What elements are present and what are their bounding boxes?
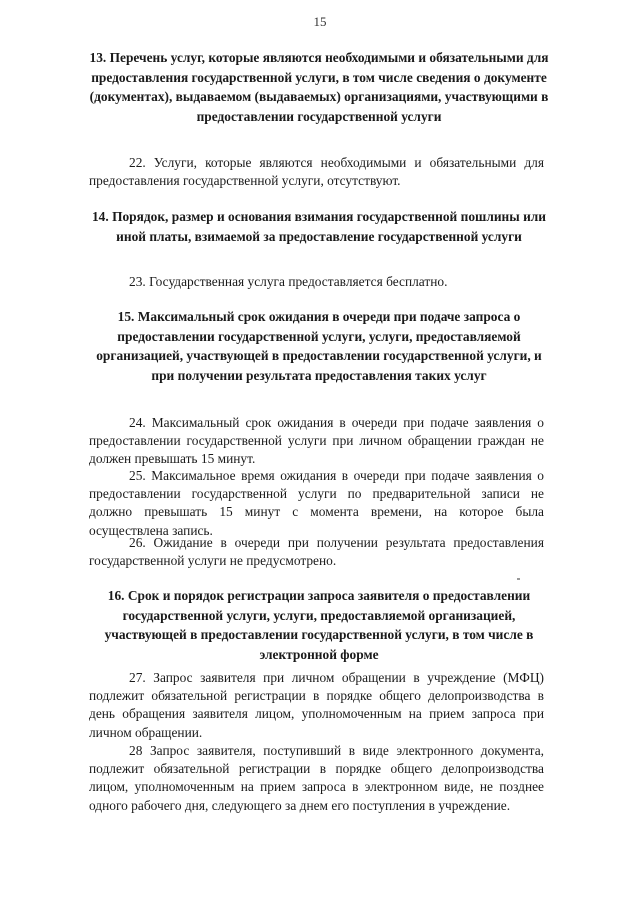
section-13-heading: 13. Перечень услуг, которые являются необходимыми и обязательными для предоставления государственной услуги, в том числе сведения о документе (документах), выдаваемом (выдаваемых) организациями, участвующими в предоставлении государственной услуги bbox=[89, 50, 549, 124]
section-16-heading: 16. Срок и порядок регистрации запроса заявителя о предоставлении государственной услуги, услуги, предоставляемой организацией, участвующей в предоставлении государственной услуги, в том числе в электронной форме bbox=[104, 588, 534, 662]
paragraph-25: 25. Максимальное время ожидания в очереди при подаче заявления о предоставлении государственной услуги по предварительной записи не должно превышать 15 минут с момента времени, на которое была осуществлена запись. bbox=[89, 468, 544, 538]
paragraph-26: 26. Ожидание в очереди при получении результата предоставления государственной услуги не предусмотрено. bbox=[89, 535, 544, 569]
paragraph-22: 22. Услуги, которые являются необходимыми и обязательными для предоставления государственной услуги, отсутствуют. bbox=[89, 155, 544, 189]
section-15-heading: 15. Максимальный срок ожидания в очереди при подаче запроса о предоставлении государственной услуги, услуги, предоставляемой организацией, участвующей в предоставлении государственной услуги, и при получении результата предоставления таких услуг bbox=[96, 309, 542, 383]
paragraph-28: 28 Запрос заявителя, поступивший в виде электронного документа, подлежит обязательной регистрации в порядке общего делопроизводства лицом, уполномоченным на прием запроса в электронном виде, не позднее одного рабочего дня, следующего за днем его поступления в учреждение. bbox=[89, 743, 544, 813]
paragraph-24: 24. Максимальный срок ожидания в очереди при подаче заявления о предоставлении государственной услуги при личном обращении граждан не должен превышать 15 минут. bbox=[89, 415, 544, 467]
paragraph-23: 23. Государственная услуга предоставляется бесплатно. bbox=[129, 274, 448, 289]
section-14-heading: 14. Порядок, размер и основания взимания государственной пошлины или иной платы, взимаемой за предоставление государственной услуги bbox=[91, 209, 547, 244]
scan-mark bbox=[517, 578, 520, 580]
paragraph-27: 27. Запрос заявителя при личном обращении в учреждение (МФЦ) подлежит обязательной регистрации в порядке общего делопроизводства в день обращения заявителя лицом, уполномоченным на прием запроса при личном обращении. bbox=[89, 670, 544, 740]
page-number: 15 bbox=[313, 14, 327, 29]
